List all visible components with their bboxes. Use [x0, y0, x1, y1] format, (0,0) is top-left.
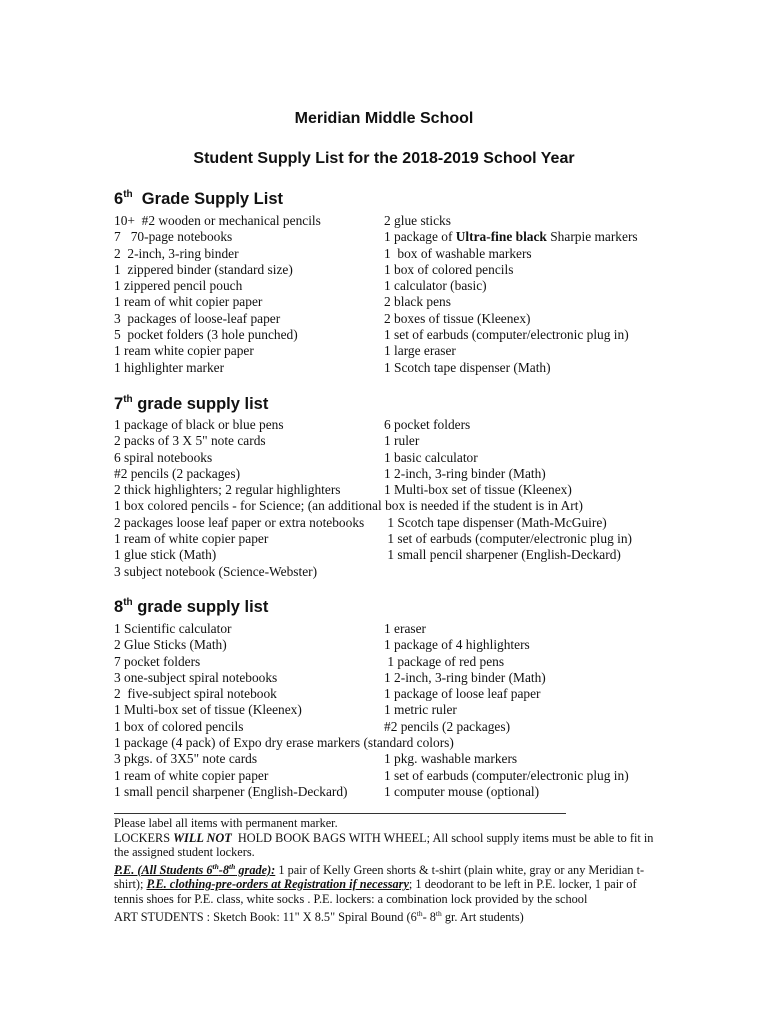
grade8-row [114, 670, 674, 686]
grade8-heading-text: grade supply list [132, 598, 269, 616]
lockers-note-start: LOCKERS [114, 830, 174, 845]
grade8-item-left: 2 five-subject spiral notebook [114, 686, 277, 702]
art-note-c: gr. Art students) [441, 909, 524, 924]
grade7-row [114, 466, 674, 482]
grade6-item-right: 1 box of colored pencils [384, 261, 514, 277]
grade7-row [114, 433, 674, 449]
grade7-row [114, 515, 674, 531]
grade8-heading-number: 8 [114, 598, 124, 616]
grade6-heading-number: 6 [114, 190, 124, 208]
art-note-sup1: th [416, 908, 423, 918]
grade8-item-left: 1 Scientific calculator [114, 621, 232, 636]
grade6-item-left: 1 highlighter marker [114, 359, 225, 375]
grade8-item-left: 1 box of colored pencils [114, 718, 244, 734]
grade7-row [114, 498, 674, 514]
grade6-row [114, 360, 674, 376]
label-note: Please label all items with permanent marker. [114, 816, 338, 830]
grade6-item-right: 1 box of washable markers [384, 245, 532, 261]
art-note-sup2: th [435, 908, 442, 918]
grade8-row [114, 768, 674, 784]
grade6-item-left: 1 zippered binder (standard size) [114, 261, 293, 277]
pe-heading-a: P.E. (All Students 6 [114, 862, 213, 877]
grade7-item-left: 1 box colored pencils - for Science; (an additional box is needed if the student is in Art) [114, 498, 583, 514]
grade6-item-right: 2 black pens [384, 294, 451, 310]
grade8-row [114, 784, 674, 800]
grade8-item-right: 1 set of earbuds (computer/electronic plug in) [384, 767, 629, 783]
grade8-item-left: 3 one-subject spiral notebooks [114, 669, 278, 685]
lockers-note [114, 830, 657, 860]
grade6-item-left: 7 70-page notebooks [114, 229, 233, 245]
grade8-item-right: 1 metric ruler [384, 702, 457, 718]
grade6-row [114, 213, 674, 229]
grade7-item-left: 2 thick highlighters; 2 regular highlighters [114, 482, 341, 498]
grade7-item-left: 1 glue stick (Math) [114, 547, 217, 563]
grade6-row [114, 294, 674, 310]
grade6-row [114, 229, 674, 245]
grade7-item-right: 1 set of earbuds (computer/electronic plug in) [384, 531, 633, 547]
grade6-heading-text: Grade Supply List [132, 190, 284, 208]
grade6-item-left: 3 packages of loose-leaf paper [114, 310, 281, 326]
divider-line [114, 813, 566, 814]
grade6-heading [114, 189, 283, 209]
lockers-will-not: WILL NOT [173, 830, 232, 845]
pe-heading-sup2: th [229, 861, 236, 871]
grade7-item-left: 6 spiral notebooks [114, 449, 213, 465]
grade6-row [114, 246, 674, 262]
grade7-row [114, 547, 674, 563]
grade6-item-right: 2 boxes of tissue (Kleenex) [384, 310, 531, 326]
ultra-fine-black-emphasis: Ultra-fine black [455, 229, 547, 245]
grade7-item-left: 1 ream of white copier paper [114, 531, 269, 547]
pe-preorder-note: P.E. clothing-pre-orders at Registration if necessary [146, 877, 409, 892]
grade6-row [114, 311, 674, 327]
grade6-item-right: 1 large eraser [384, 343, 456, 359]
grade8-heading-sup: th [123, 597, 133, 608]
grade8-item-left: 1 ream of white copier paper [114, 767, 269, 783]
grade6-item-left: 1 ream white copier paper [114, 343, 254, 359]
grade8-item-left: 1 small pencil sharpener (English-Deckard) [114, 783, 348, 799]
grade8-item-right: 1 package of 4 highlighters [384, 637, 530, 653]
grade6-item-left: 5 pocket folders (3 hole punched) [114, 327, 298, 343]
grade7-item-left: 3 subject notebook (Science-Webster) [114, 563, 318, 579]
grade7-item-right: 1 ruler [384, 433, 420, 449]
art-note-b: - 8 [422, 909, 436, 924]
grade8-item-left: 7 pocket folders [114, 653, 201, 669]
grade8-item-right: 1 2-inch, 3-ring binder (Math) [384, 669, 546, 685]
pe-heading-c: grade): [235, 862, 276, 877]
grade8-item-right: 1 package of loose leaf paper [384, 686, 541, 702]
grade7-item-left: 2 packs of 3 X 5" note cards [114, 433, 266, 449]
grade8-item-left: 2 Glue Sticks (Math) [114, 637, 227, 653]
grade7-row [114, 531, 674, 547]
grade7-item-right: 1 Scotch tape dispenser (Math-McGuire) [384, 514, 607, 530]
grade7-item-right: 1 Multi-box set of tissue (Kleenex) [384, 482, 572, 498]
art-note [114, 907, 654, 925]
grade7-row [114, 564, 674, 580]
pe-heading-b: -8 [218, 862, 230, 877]
grade7-heading-number: 7 [114, 395, 124, 413]
lockers-note-rest: HOLD BOOK BAGS WITH WHEEL; All school supply items must be able to fit in the assigned student lockers. [114, 830, 657, 860]
grade7-item-right: 1 2-inch, 3-ring binder (Math) [384, 465, 546, 481]
grade8-row [114, 621, 674, 637]
grade8-supply-list [114, 621, 674, 800]
grade8-row [114, 735, 674, 751]
grade7-heading-sup: th [123, 394, 133, 405]
grade7-heading [114, 394, 268, 414]
grade6-item-right: 1 Scotch tape dispenser (Math) [384, 359, 551, 375]
grade8-row [114, 719, 674, 735]
grade8-row [114, 654, 674, 670]
grade8-row [114, 686, 674, 702]
grade7-row [114, 417, 674, 433]
grade8-item-left: 3 pkgs. of 3X5" note cards [114, 751, 258, 767]
grade6-item-right: 1 calculator (basic) [384, 278, 487, 294]
grade6-heading-sup: th [123, 189, 133, 200]
grade8-item-right: 1 computer mouse (optional) [384, 783, 540, 799]
grade6-item-right: 1 set of earbuds (computer/electronic plug in) [384, 327, 629, 343]
grade7-item-left: 1 package of black or blue pens [114, 417, 284, 432]
grade8-row [114, 637, 674, 653]
grade7-heading-text: grade supply list [132, 395, 269, 413]
grade8-row [114, 751, 674, 767]
grade7-row [114, 482, 674, 498]
grade7-item-left: 2 packages loose leaf paper or extra notebooks [114, 514, 365, 530]
grade6-item-left: 1 zippered pencil pouch [114, 278, 243, 294]
grade8-item-right: #2 pencils (2 packages) [384, 718, 511, 734]
art-note-a: ART STUDENTS : Sketch Book: 11" X 8.5" Spiral Bound (6 [114, 909, 417, 924]
grade8-item-left: 1 package (4 pack) of Expo dry erase markers (standard colors) [114, 735, 454, 751]
grade7-item-right: 1 basic calculator [384, 449, 478, 465]
document-subtitle: Student Supply List for the 2018-2019 School Year [193, 150, 575, 167]
pe-heading [114, 863, 275, 877]
pe-note [114, 860, 654, 907]
pe-heading-sup1: th [212, 861, 219, 871]
grade7-row [114, 450, 674, 466]
grade8-item-right: 1 package of red pens [384, 653, 505, 669]
grade6-item-right: 2 glue sticks [384, 213, 451, 228]
notes-section [114, 816, 657, 924]
pe-note-rest: ; 1 deodorant to be left in P.E. locker, 1 pair of tennis shoes for P.E. class, white socks . P.E. lockers: a combination lock provided by the school [114, 877, 637, 906]
grade6-item-left: 1 ream of whit copier paper [114, 294, 263, 310]
pe-note-shorts: 1 pair of Kelly Green shorts & t-shirt (plain white, gray or any Meridian t-shirt); [114, 862, 645, 892]
grade6-supply-list [114, 213, 674, 376]
grade8-item-right: 1 pkg. washable markers [384, 751, 518, 767]
school-title: Meridian Middle School [294, 110, 474, 127]
grade8-row [114, 702, 674, 718]
grade6-item-left: 10+ #2 wooden or mechanical pencils [114, 213, 321, 228]
grade8-item-right: 1 eraser [384, 621, 427, 636]
grade7-item-right: 6 pocket folders [384, 417, 471, 432]
grade6-item-left: 2 2-inch, 3-ring binder [114, 245, 239, 261]
grade6-row [114, 343, 674, 359]
grade6-row [114, 262, 674, 278]
grade7-item-right: 1 small pencil sharpener (English-Deckard) [384, 547, 621, 563]
grade7-item-left: #2 pencils (2 packages) [114, 465, 241, 481]
grade8-heading [114, 597, 268, 617]
grade6-row [114, 278, 674, 294]
grade8-item-left: 1 Multi-box set of tissue (Kleenex) [114, 702, 302, 718]
grade7-supply-list [114, 417, 674, 580]
grade6-row [114, 327, 674, 343]
grade6-item-right: 1 package of Ultra-fine black Sharpie markers [384, 229, 638, 245]
